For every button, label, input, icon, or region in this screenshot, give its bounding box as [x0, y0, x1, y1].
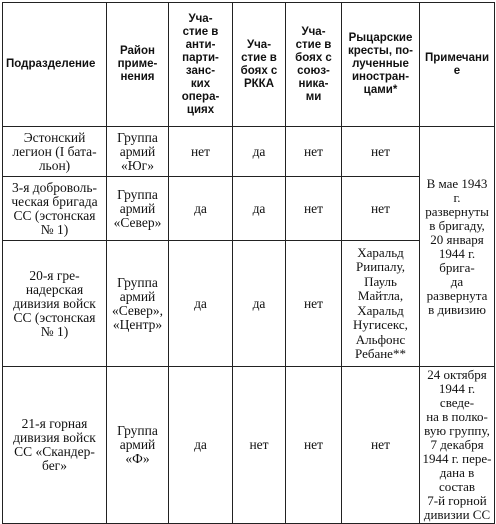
cell-unit: 21-я горная дивизия войск СС «Скандер- бег» [3, 367, 107, 524]
cell-rkka: да [233, 177, 286, 241]
cell-rkka: да [233, 241, 286, 367]
cell-crosses: Харальд Риипалу, Пауль Майтла, Харальд Нугисекс, Альфонс Ребане** [342, 241, 420, 367]
cell-note-shared: В мае 1943 г. развернуты в бригаду, 20 января 1944 г. брига- да развернута в дивизию [420, 127, 495, 367]
cell-region: Группа армий «Север» [107, 177, 169, 241]
cell-antipartisan: нет [169, 127, 233, 177]
cell-crosses: нет [342, 177, 420, 241]
cell-allies: нет [286, 127, 342, 177]
header-antipartisan: Уча- стие в анти- парти- занс- ких опера- циях [169, 3, 233, 127]
table-row [3, 367, 495, 524]
cell-rkka: да [233, 127, 286, 177]
cell-region: Группа армий «Север», «Центр» [107, 241, 169, 367]
cell-allies: нет [286, 367, 342, 524]
cell-unit: Эстонский легион (I бата- льон) [3, 127, 107, 177]
cell-rkka: нет [233, 367, 286, 524]
header-region: Район приме- нения [107, 3, 169, 127]
cell-antipartisan: да [169, 177, 233, 241]
cell-crosses: нет [342, 127, 420, 177]
header-note: Примечание [420, 3, 495, 127]
cell-antipartisan: да [169, 241, 233, 367]
cell-crosses: нет [342, 367, 420, 524]
header-rkka: Уча- стие в боях с РККА [233, 3, 286, 127]
cell-antipartisan: да [169, 367, 233, 524]
table-row [3, 127, 495, 177]
header-row [3, 3, 495, 127]
units-table [2, 2, 495, 524]
header-unit: Подразделение [3, 3, 107, 127]
cell-allies: нет [286, 241, 342, 367]
header-crosses: Рыцарские кресты, по- лученные иностран- цами* [342, 3, 420, 127]
cell-unit: 3-я доброволь- ческая бригада СС (эстонская № 1) [3, 177, 107, 241]
cell-note: 24 октября 1944 г. сведе- на в полко- вую группу, 7 декабря 1944 г. пере- дана в состав 7-й горной дивизии СС [420, 367, 495, 524]
cell-region: Группа армий «Ф» [107, 367, 169, 524]
cell-unit: 20-я гре- надерская дивизия войск СС (эстонская № 1) [3, 241, 107, 367]
cell-region: Группа армий «Юг» [107, 127, 169, 177]
cell-allies: нет [286, 177, 342, 241]
header-allies: Уча- стие в боях с союз- ника- ми [286, 3, 342, 127]
